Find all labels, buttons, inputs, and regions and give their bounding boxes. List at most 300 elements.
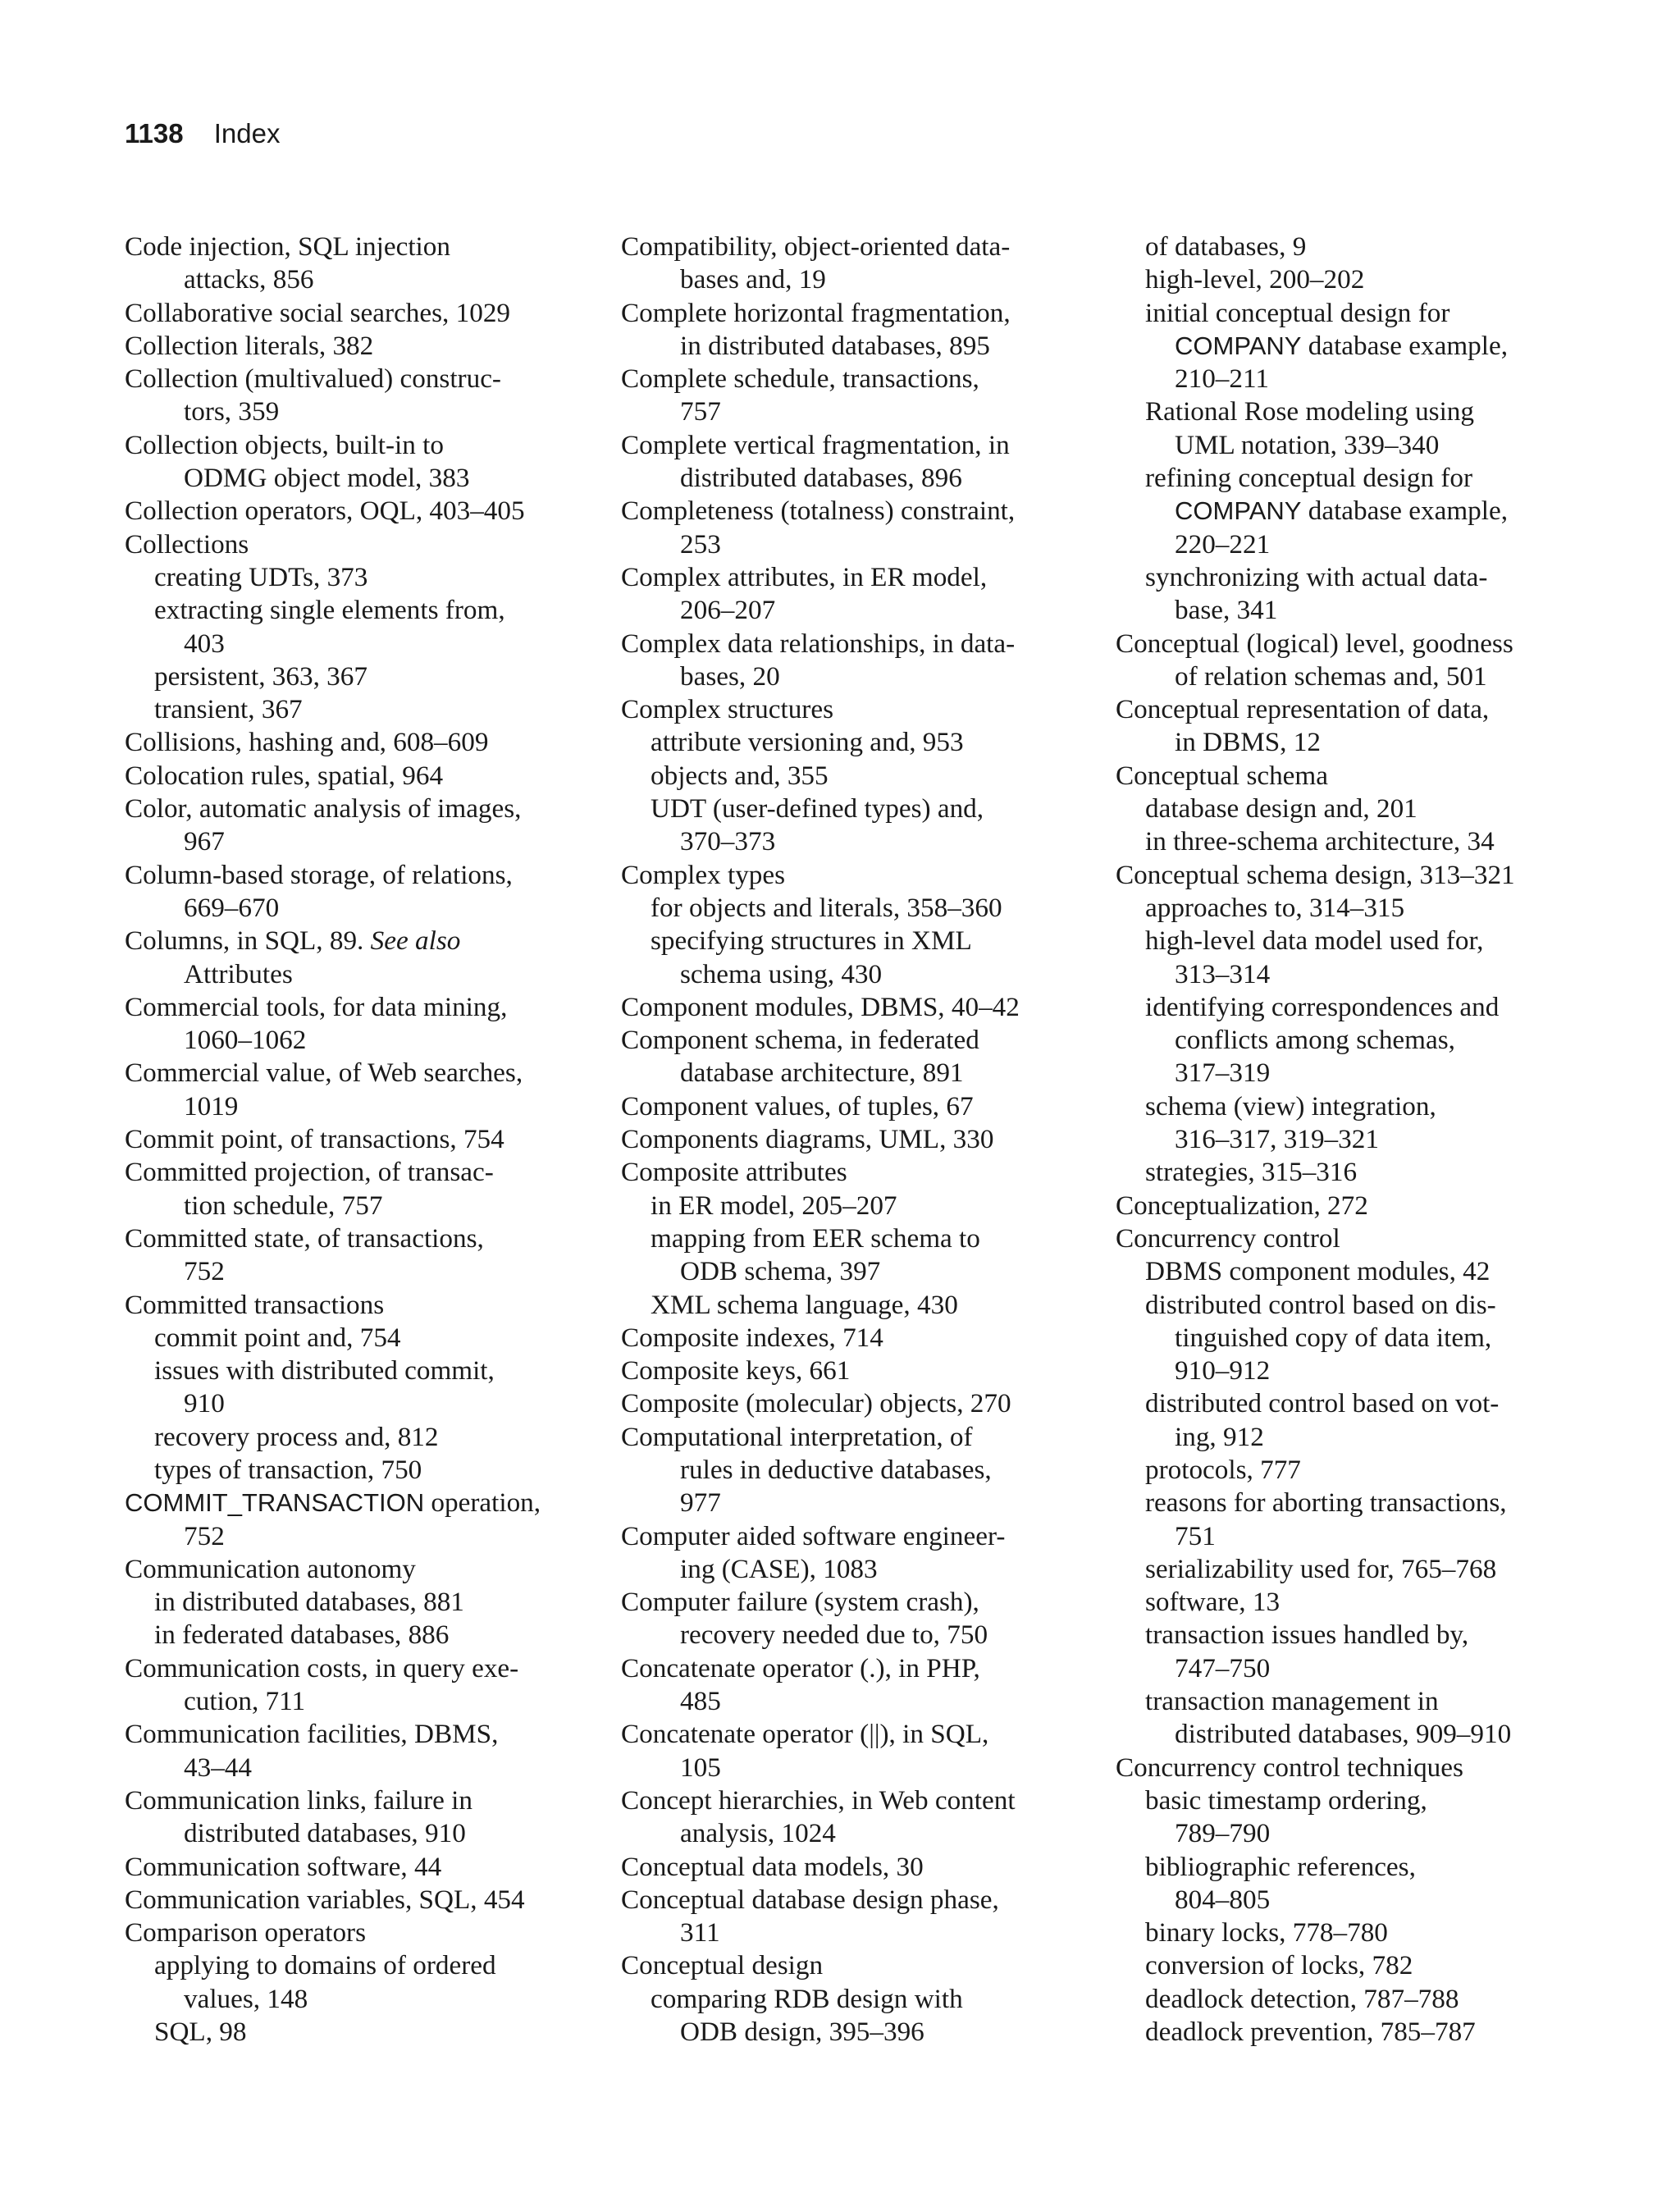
index-text: 485 [680, 1686, 721, 1717]
index-subentry-line [1116, 1586, 1575, 1619]
index-subentry-line [125, 660, 584, 693]
index-continuation-line [125, 1685, 584, 1718]
index-entry-line [125, 793, 584, 825]
index-text: attacks, 856 [184, 264, 314, 295]
index-entry-line [621, 561, 1080, 594]
index-text: distributed databases, 910 [184, 1818, 466, 1849]
index-continuation-line [1116, 594, 1575, 627]
index-subentry-line [125, 561, 584, 594]
index-text: Complex structures [621, 694, 834, 725]
index-subentry-line [621, 1222, 1080, 1255]
index-subentry-line [125, 1322, 584, 1355]
page-number: 1138 [125, 118, 184, 148]
index-text: Conceptual design [621, 1950, 824, 1981]
index-text: database architecture, 891 [680, 1058, 964, 1089]
index-text: Concurrency control [1116, 1222, 1340, 1254]
index-text: tors, 359 [184, 396, 280, 427]
index-continuation-line [1116, 1123, 1575, 1156]
index-text: Concatenate operator (||), in SQL, [621, 1719, 989, 1750]
index-subentry-line [1116, 1784, 1575, 1817]
index-text: Complete schedule, transactions, [621, 363, 979, 395]
index-text: 804–805 [1175, 1884, 1271, 1915]
index-text: 747–750 [1175, 1652, 1271, 1683]
index-entry-line [621, 1355, 1080, 1387]
index-continuation-line [621, 1454, 1080, 1487]
index-subentry-line [1116, 1156, 1575, 1189]
index-continuation-line [621, 958, 1080, 991]
index-entry-line [621, 297, 1080, 330]
index-entry-line [125, 1916, 584, 1949]
index-text: 311 [680, 1917, 720, 1948]
running-header [125, 117, 281, 150]
index-column-3 [1116, 231, 1575, 2049]
index-subentry-line [1116, 1685, 1575, 1718]
index-text: ing, 912 [1175, 1421, 1264, 1452]
index-continuation-line [621, 330, 1080, 363]
index-text: Code injection, SQL injection [125, 231, 450, 262]
index-subentry-line [125, 1619, 584, 1652]
index-entry-line [125, 1718, 584, 1751]
index-subentry-line [1116, 1553, 1575, 1586]
index-subentry-line [1116, 1289, 1575, 1322]
index-text: Committed state, of transactions, [125, 1222, 484, 1254]
index-text: in ER model, 205–207 [651, 1190, 897, 1221]
index-text: Component modules, DBMS, 40–42 [621, 991, 1020, 1022]
index-entry-line [621, 693, 1080, 726]
index-entry-line [1116, 859, 1575, 892]
index-subentry-line [125, 594, 584, 627]
index-text: 403 [184, 628, 225, 659]
index-subentry-line [125, 1949, 584, 1982]
index-text: serializability used for, 765–768 [1145, 1553, 1497, 1584]
index-subentry-line [621, 793, 1080, 825]
index-text: database example, [1301, 330, 1509, 361]
index-text: conversion of locks, 782 [1145, 1950, 1413, 1981]
index-continuation-line [125, 1090, 584, 1123]
index-text: Complete horizontal fragmentation, [621, 297, 1011, 328]
index-subentry-line [1116, 1851, 1575, 1884]
index-continuation-line [125, 1190, 584, 1222]
index-text: synchronizing with actual data- [1145, 561, 1488, 592]
index-text: objects and, 355 [651, 760, 829, 791]
index-subentry-line [1116, 793, 1575, 825]
index-subentry-line [1116, 1949, 1575, 1982]
index-text: in distributed databases, 881 [154, 1587, 464, 1618]
index-entry-line [621, 1421, 1080, 1454]
index-text: in distributed databases, 895 [680, 330, 990, 361]
index-text: Rational Rose modeling using [1145, 396, 1474, 427]
index-subentry-line [621, 760, 1080, 793]
index-text: Composite indexes, 714 [621, 1322, 883, 1353]
index-text: operation, [424, 1487, 541, 1519]
index-entry-line [621, 859, 1080, 892]
index-text: Columns, in SQL, 89. [125, 925, 371, 957]
index-text: approaches to, 314–315 [1145, 892, 1405, 923]
index-continuation-line [1116, 1718, 1575, 1751]
index-continuation-line [125, 958, 584, 991]
index-text: Committed transactions [125, 1289, 385, 1320]
index-subentry-line [1116, 297, 1575, 330]
index-continuation-line [125, 1983, 584, 2016]
index-continuation-line [1116, 1421, 1575, 1454]
index-text: Collection objects, built-in to [125, 429, 444, 460]
index-text: Attributes [184, 958, 293, 989]
index-text: creating UDTs, 373 [154, 561, 368, 592]
index-continuation-line [621, 1255, 1080, 1288]
index-subentry-line [1116, 1916, 1575, 1949]
index-text: Conceptualization, 272 [1116, 1190, 1368, 1221]
index-text: See also [370, 925, 461, 957]
index-continuation-line [621, 594, 1080, 627]
index-entry-line [125, 1487, 584, 1519]
index-text: 789–790 [1175, 1818, 1271, 1849]
index-entry-line [621, 1520, 1080, 1553]
index-text: transaction issues handled by, [1145, 1620, 1469, 1651]
index-entry-line [621, 1586, 1080, 1619]
index-text: base, 341 [1175, 595, 1278, 626]
index-subentry-line [1116, 1619, 1575, 1652]
index-text: 253 [680, 528, 721, 560]
index-text: COMPANY [1175, 331, 1302, 360]
index-continuation-line [125, 1520, 584, 1553]
index-subentry-line [125, 693, 584, 726]
index-entry-line [1116, 1752, 1575, 1784]
index-text: ODB schema, 397 [680, 1256, 881, 1287]
index-text: Complex data relationships, in data- [621, 628, 1016, 659]
index-text: of databases, 9 [1145, 231, 1307, 262]
index-text: 43–44 [184, 1752, 252, 1783]
index-entry-line [621, 495, 1080, 528]
index-entry-line [621, 1156, 1080, 1189]
index-text: distributed control based on vot- [1145, 1388, 1500, 1419]
index-entry-line [125, 363, 584, 395]
index-subentry-line [1116, 1487, 1575, 1519]
index-text: recovery process and, 812 [154, 1421, 439, 1452]
index-entry-line [621, 363, 1080, 395]
index-entry-line [125, 1553, 584, 1586]
index-text: 210–211 [1175, 363, 1269, 395]
index-text: UML notation, 339–340 [1175, 429, 1440, 460]
index-continuation-line [125, 1024, 584, 1057]
index-continuation-line [1116, 1322, 1575, 1355]
index-text: 370–373 [680, 826, 776, 857]
index-continuation-line [125, 1752, 584, 1784]
index-text: schema (view) integration, [1145, 1090, 1436, 1122]
index-text: 317–319 [1175, 1058, 1271, 1089]
index-text: persistent, 363, 367 [154, 660, 368, 692]
index-continuation-line [621, 263, 1080, 296]
index-continuation-line [621, 528, 1080, 561]
index-text: Component schema, in federated [621, 1025, 979, 1056]
index-entry-line [1116, 628, 1575, 660]
index-entry-line [1116, 760, 1575, 793]
index-text: extracting single elements from, [154, 595, 505, 626]
index-entry-line [125, 859, 584, 892]
index-text: binary locks, 778–780 [1145, 1917, 1388, 1948]
index-continuation-line [1116, 528, 1575, 561]
index-continuation-line [1116, 726, 1575, 759]
index-continuation-line [621, 1619, 1080, 1652]
index-text: COMMIT_TRANSACTION [125, 1488, 425, 1518]
index-entry-line [125, 1156, 584, 1189]
index-text: database example, [1301, 496, 1509, 527]
index-text: Comparison operators [125, 1917, 367, 1948]
index-text: high-level, 200–202 [1145, 264, 1365, 295]
index-text: Computational interpretation, of [621, 1421, 973, 1452]
index-text: Collection (multivalued) construc- [125, 363, 501, 395]
index-continuation-line [125, 395, 584, 428]
index-subentry-line [621, 1983, 1080, 2016]
index-text: tinguished copy of data item, [1175, 1322, 1492, 1353]
index-continuation-line [621, 395, 1080, 428]
index-text: 967 [184, 826, 225, 857]
index-continuation-line [1116, 495, 1575, 528]
index-subentry-line [1116, 1387, 1575, 1420]
index-text: Conceptual data models, 30 [621, 1851, 924, 1882]
index-entry-line [125, 1057, 584, 1090]
index-continuation-line [1116, 660, 1575, 693]
index-subentry-line [1116, 825, 1575, 858]
index-text: comparing RDB design with [651, 1983, 963, 2014]
index-subentry-line [1116, 892, 1575, 925]
index-text: ODMG object model, 383 [184, 463, 470, 494]
index-subentry-line [1116, 561, 1575, 594]
index-text: 910 [184, 1388, 225, 1419]
index-text: high-level data model used for, [1145, 925, 1484, 957]
index-text: Conceptual schema design, 313–321 [1116, 859, 1515, 890]
index-text: 669–670 [184, 892, 280, 923]
index-subentry-line [125, 1586, 584, 1619]
index-text: Column-based storage, of relations, [125, 859, 513, 890]
index-text: reasons for aborting transactions, [1145, 1487, 1507, 1519]
index-entry-line [1116, 1190, 1575, 1222]
index-text: bases and, 19 [680, 264, 826, 295]
index-subentry-line [621, 892, 1080, 925]
index-text: Concept hierarchies, in Web content [621, 1784, 1016, 1816]
index-continuation-line [1116, 330, 1575, 363]
index-text: Communication facilities, DBMS, [125, 1719, 499, 1750]
index-column-1 [125, 231, 584, 2049]
index-text: UDT (user-defined types) and, [651, 793, 984, 825]
index-continuation-line [125, 462, 584, 495]
index-text: in three-schema architecture, 34 [1145, 826, 1495, 857]
index-text: 220–221 [1175, 528, 1271, 560]
index-entry-line [621, 991, 1080, 1024]
index-text: Collections [125, 528, 249, 560]
index-entry-line [125, 1851, 584, 1884]
index-continuation-line [621, 1553, 1080, 1586]
index-text: Collaborative social searches, 1029 [125, 297, 511, 328]
index-subentry-line [1116, 1255, 1575, 1288]
index-text: software, 13 [1145, 1587, 1281, 1618]
index-continuation-line [621, 1916, 1080, 1949]
index-entry-line [125, 429, 584, 462]
index-continuation-line [621, 2016, 1080, 2049]
index-text: 1019 [184, 1090, 239, 1122]
index-entry-line [125, 760, 584, 793]
index-entry-line [621, 1123, 1080, 1156]
index-continuation-line [1116, 958, 1575, 991]
index-text: protocols, 777 [1145, 1454, 1301, 1485]
index-text: attribute versioning and, 953 [651, 727, 964, 758]
index-text: Conceptual database design phase, [621, 1884, 999, 1915]
index-text: SQL, 98 [154, 2017, 247, 2048]
index-text: 751 [1175, 1520, 1216, 1551]
index-text: in DBMS, 12 [1175, 727, 1321, 758]
index-text: cution, 711 [184, 1686, 306, 1717]
index-continuation-line [1116, 1057, 1575, 1090]
index-entry-line [125, 297, 584, 330]
index-text: 316–317, 319–321 [1175, 1124, 1379, 1155]
index-text: types of transaction, 750 [154, 1454, 422, 1485]
index-text: Conceptual (logical) level, goodness [1116, 628, 1513, 659]
index-text: Complex attributes, in ER model, [621, 561, 988, 592]
index-text: Conceptual schema [1116, 760, 1328, 791]
index-entry-line [621, 1884, 1080, 1916]
index-subentry-line [125, 1454, 584, 1487]
index-text: for objects and literals, 358–360 [651, 892, 1002, 923]
index-text: Concurrency control techniques [1116, 1752, 1463, 1783]
index-entry-line [621, 1851, 1080, 1884]
index-text: 313–314 [1175, 958, 1271, 989]
index-continuation-line [621, 1817, 1080, 1850]
index-text: Complete vertical fragmentation, in [621, 429, 1010, 460]
index-text: Commercial value, of Web searches, [125, 1058, 523, 1089]
index-continuation-line [1116, 1817, 1575, 1850]
index-subentry-line [1116, 991, 1575, 1024]
index-text: commit point and, 754 [154, 1322, 401, 1353]
index-entry-line [621, 231, 1080, 263]
index-column-2 [621, 231, 1080, 2049]
index-text: Computer aided software engineer- [621, 1520, 1006, 1551]
index-text: applying to domains of ordered [154, 1950, 496, 1981]
index-text: transaction management in [1145, 1686, 1439, 1717]
index-text: Communication autonomy [125, 1553, 416, 1584]
index-text: Composite keys, 661 [621, 1355, 851, 1387]
index-subentry-line [1116, 395, 1575, 428]
index-entry-line [125, 1222, 584, 1255]
index-entry-line [125, 1123, 584, 1156]
index-text: identifying correspondences and [1145, 991, 1500, 1022]
index-text: transient, 367 [154, 694, 303, 725]
index-text: Collection literals, 382 [125, 330, 374, 361]
index-subentry-line [1116, 925, 1575, 957]
index-text: Composite (molecular) objects, 270 [621, 1388, 1011, 1419]
index-continuation-line [125, 1387, 584, 1420]
index-text: Committed projection, of transac- [125, 1157, 494, 1188]
index-entry-line [125, 1289, 584, 1322]
index-text: 206–207 [680, 595, 776, 626]
index-subentry-line [1116, 1090, 1575, 1123]
index-text: Commercial tools, for data mining, [125, 991, 508, 1022]
index-entry-line [125, 1652, 584, 1685]
index-text: ODB design, 395–396 [680, 2017, 924, 2048]
index-text: 752 [184, 1520, 225, 1551]
index-text: conflicts among schemas, [1175, 1025, 1455, 1056]
index-entry-line [125, 1884, 584, 1916]
index-text: bibliographic references, [1145, 1851, 1416, 1882]
index-entry-line [621, 1784, 1080, 1817]
index-entry-line [621, 1090, 1080, 1123]
index-continuation-line [621, 825, 1080, 858]
index-continuation-line [125, 1255, 584, 1288]
index-continuation-line [125, 825, 584, 858]
index-entry-line [125, 726, 584, 759]
index-entry-line [621, 628, 1080, 660]
index-entry-line [125, 925, 584, 957]
index-text: bases, 20 [680, 660, 780, 692]
index-entry-line [125, 495, 584, 528]
index-text: Composite attributes [621, 1157, 847, 1188]
index-text: Communication software, 44 [125, 1851, 442, 1882]
index-entry-line [621, 1949, 1080, 1982]
index-text: 105 [680, 1752, 721, 1783]
index-subentry-line [1116, 1983, 1575, 2016]
index-text: Collisions, hashing and, 608–609 [125, 727, 489, 758]
index-text: values, 148 [184, 1983, 308, 2014]
index-entry-line [125, 991, 584, 1024]
index-text: specifying structures in XML [651, 925, 972, 957]
index-continuation-line [125, 628, 584, 660]
index-entry-line [125, 528, 584, 561]
index-entry-line [621, 1652, 1080, 1685]
index-text: refining conceptual design for [1145, 463, 1473, 494]
index-text: COMPANY [1175, 496, 1302, 526]
index-text: mapping from EER schema to [651, 1222, 980, 1254]
index-entry-line [1116, 1222, 1575, 1255]
index-subentry-line [621, 1190, 1080, 1222]
index-text: Colocation rules, spatial, 964 [125, 760, 444, 791]
index-text: rules in deductive databases, [680, 1454, 992, 1485]
index-entry-line [621, 429, 1080, 462]
index-continuation-line [1116, 1520, 1575, 1553]
index-continuation-line [125, 1817, 584, 1850]
index-text: ing (CASE), 1083 [680, 1553, 878, 1584]
index-subentry-line [125, 1355, 584, 1387]
index-entry-line [621, 1718, 1080, 1751]
index-text: strategies, 315–316 [1145, 1157, 1358, 1188]
index-text: deadlock detection, 787–788 [1145, 1983, 1459, 2014]
index-text: issues with distributed commit, [154, 1355, 495, 1387]
index-continuation-line [1116, 1355, 1575, 1387]
index-text: 757 [680, 396, 721, 427]
index-text: Communication costs, in query exe- [125, 1652, 519, 1683]
index-subentry-line [125, 1421, 584, 1454]
index-text: distributed control based on dis- [1145, 1289, 1496, 1320]
index-entry-line [1116, 693, 1575, 726]
index-text: distributed databases, 896 [680, 463, 962, 494]
index-subentry-line [1116, 1454, 1575, 1487]
index-continuation-line [621, 1685, 1080, 1718]
index-continuation-line [621, 462, 1080, 495]
index-text: 977 [680, 1487, 721, 1519]
index-text: basic timestamp ordering, [1145, 1784, 1427, 1816]
section-title: Index [213, 118, 281, 148]
index-text: analysis, 1024 [680, 1818, 836, 1849]
index-subentry-line [1116, 2016, 1575, 2049]
index-continuation-line [125, 263, 584, 296]
index-text: Computer failure (system crash), [621, 1587, 979, 1618]
index-continuation-line [125, 892, 584, 925]
index-text: of relation schemas and, 501 [1175, 660, 1487, 692]
index-text: 910–912 [1175, 1355, 1271, 1387]
index-entry-line [125, 231, 584, 263]
index-text: deadlock prevention, 785–787 [1145, 2017, 1476, 2048]
index-continuation-line [1116, 363, 1575, 395]
index-continuation-line [1116, 1024, 1575, 1057]
index-text: Communication links, failure in [125, 1784, 472, 1816]
index-continuation-line [621, 1752, 1080, 1784]
